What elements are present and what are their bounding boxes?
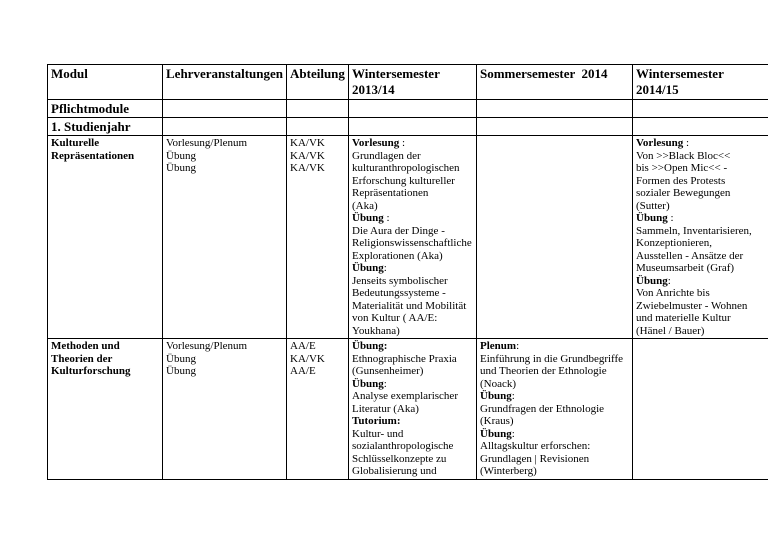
cell-line: Übung — [166, 149, 196, 162]
section-heading: Vorlesung : — [352, 137, 406, 149]
course-text: Kultur- und — [352, 427, 404, 440]
abteilung-cell — [287, 339, 349, 480]
course-text: bis >>Open Mic<< - — [636, 162, 728, 174]
course-text: Materialität und Mobilität — [352, 299, 467, 312]
cell-line: Übung — [166, 365, 196, 377]
course-text: (Kraus) — [480, 415, 514, 427]
course-text: Grundfragen der Ethnologie — [480, 402, 605, 415]
ss14-cell — [477, 339, 633, 480]
cell-line: Vorlesung/Plenum — [166, 340, 248, 352]
course-text: (Hänel / Bauer) — [636, 324, 705, 337]
pflichtmodule-label: Pflichtmodule — [48, 100, 163, 118]
cell-line: Übung — [166, 162, 196, 174]
lv-cell — [163, 136, 287, 339]
cell-line: KA/VK — [290, 149, 325, 162]
course-text: Die Aura der Dinge - — [352, 224, 445, 237]
table-row — [48, 136, 768, 339]
course-text: Analyse exemplarischer — [352, 390, 458, 402]
course-text: (Winterberg) — [480, 465, 537, 477]
table-row — [48, 339, 768, 480]
section-heading: Tutorium: — [352, 415, 401, 427]
course-text: Von Anrichte bis — [636, 287, 710, 299]
course-text: Konzeptionieren, — [636, 237, 713, 249]
course-text: Ausstellen - Ansätze der — [636, 249, 744, 262]
section-heading: Übung : — [352, 212, 390, 224]
course-text: Religionswissenschaftliche — [352, 237, 472, 249]
course-text: Erforschung kultureller — [352, 174, 455, 187]
cell-line: Übung — [166, 352, 196, 365]
studienjahr-row — [48, 118, 768, 136]
lv-cell — [163, 339, 287, 480]
header-ws1314: Wintersemester 2013/14 — [349, 65, 477, 100]
cell-line: AA/E — [290, 365, 316, 377]
section-heading: Übung: — [352, 262, 387, 274]
pflichtmodule-row — [48, 100, 768, 118]
section-heading: Übung: — [480, 427, 515, 440]
cell-line: Theorien der — [51, 352, 113, 365]
cell-line: Repräsentationen — [51, 149, 135, 162]
ws1314-cell — [349, 136, 477, 339]
cell-line: KA/VK — [290, 352, 325, 365]
section-heading: Plenum: — [480, 340, 520, 352]
cell-line: Kulturforschung — [51, 365, 131, 377]
section-heading: Vorlesung : — [636, 137, 690, 149]
header-row — [48, 65, 768, 100]
header-modul: Modul — [48, 65, 163, 100]
course-text: Sammeln, Inventarisieren, — [636, 224, 752, 237]
cell-line: KA/VK — [290, 137, 325, 149]
course-text: und Theorien der Ethnologie — [480, 365, 607, 377]
cell-line: Vorlesung/Plenum — [166, 137, 248, 149]
section-heading: Übung: — [480, 390, 515, 402]
header-abteilung: Abteilung — [287, 65, 349, 100]
course-text: Formen des Protests — [636, 174, 726, 187]
course-text: Museumsarbeit (Graf) — [636, 262, 735, 274]
cell-line: Kulturelle — [51, 137, 100, 149]
course-text: Explorationen (Aka) — [352, 249, 443, 262]
header-ss14: Sommersemester 2014 — [477, 65, 633, 100]
course-text: Schlüsselkonzepte zu — [352, 452, 447, 465]
ws1415-cell — [633, 339, 768, 480]
ws1415-cell — [633, 136, 768, 339]
cell-line: KA/VK — [290, 162, 325, 174]
course-text: und materielle Kultur — [636, 312, 731, 324]
course-text: Alltagskultur erforschen: — [480, 440, 591, 452]
section-heading: Übung: — [636, 274, 671, 287]
course-text: sozialanthropologische — [352, 440, 454, 452]
course-text: Zwiebelmuster - Wohnen — [636, 299, 748, 312]
section-heading: Übung : — [636, 212, 674, 224]
section-heading: Übung: — [352, 377, 387, 390]
course-text: (Sutter) — [636, 199, 670, 212]
course-text: Bedeutungssysteme - — [352, 287, 446, 299]
module-cell — [48, 136, 163, 339]
abteilung-cell — [287, 136, 349, 339]
course-text: Von >>Black Bloc<< — [636, 149, 731, 162]
course-text: Grundlagen | Revisionen — [480, 452, 590, 465]
course-text: Literatur (Aka) — [352, 402, 419, 415]
course-text: Repräsentationen — [352, 187, 429, 199]
course-text: Einführung in die Grundbegriffe — [480, 352, 624, 365]
header-lehrveranstaltungen: Lehrveranstaltungen — [163, 65, 287, 100]
studienjahr-label: 1. Studienjahr — [48, 118, 163, 136]
cell-line: AA/E — [290, 340, 316, 352]
course-text: von Kultur ( AA/E: — [352, 312, 438, 324]
header-ws1415: Wintersemester 2014/15 — [633, 65, 768, 100]
course-text: Jenseits symbolischer — [352, 274, 448, 287]
course-text: (Noack) — [480, 377, 517, 390]
course-text: Globalisierung und — [352, 465, 437, 477]
course-text: kulturanthropologischen — [352, 162, 460, 174]
course-text: Ethnographische Praxia — [352, 352, 457, 365]
ws1314-cell — [349, 339, 477, 480]
course-text: (Aka) — [352, 199, 378, 212]
course-text: (Gunsenheimer) — [352, 365, 424, 377]
course-text: sozialer Bewegungen — [636, 187, 731, 199]
module-cell — [48, 339, 163, 480]
course-text: Youkhana) — [352, 324, 400, 337]
course-text: Grundlagen der — [352, 149, 421, 162]
ss14-cell — [477, 136, 633, 339]
section-heading: Übung: — [352, 340, 388, 352]
cell-line: Methoden und — [51, 340, 120, 352]
curriculum-table — [47, 64, 768, 480]
